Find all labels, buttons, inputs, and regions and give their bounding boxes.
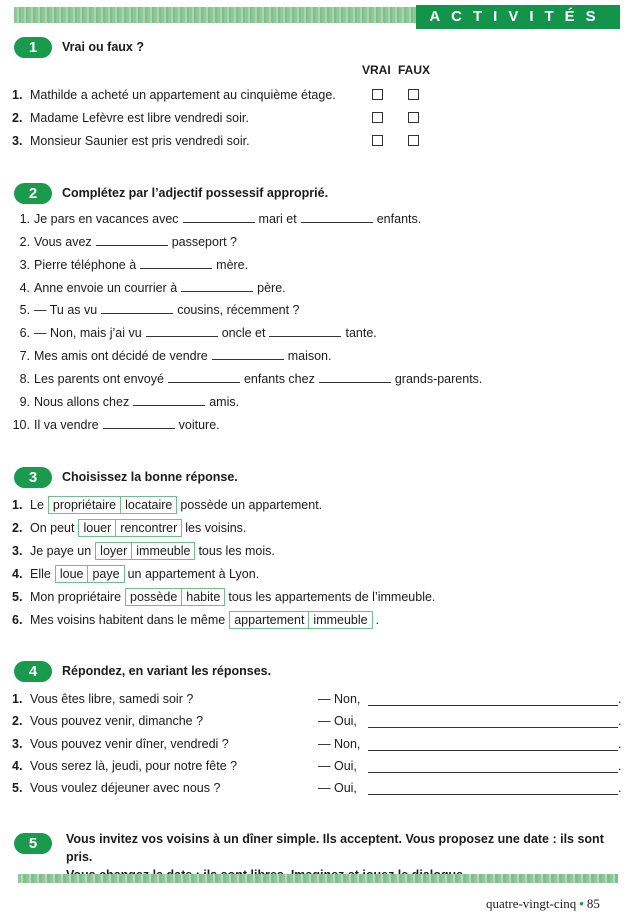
faux-checkbox[interactable] (408, 135, 419, 146)
fill-blank-item: 9. Nous allons chez amis. (19, 395, 240, 409)
choice-option[interactable]: loue (55, 565, 89, 583)
activites-banner: ACTIVITÉS (416, 5, 620, 29)
blank[interactable] (140, 267, 212, 269)
section-1-badge: 1 (14, 37, 52, 58)
answer-line[interactable] (368, 793, 618, 795)
faux-checkbox[interactable] (408, 112, 419, 123)
fill-blank-item: 5. — Tu as vu cousins, récemment ? (19, 303, 300, 317)
section-1-title: Vrai ou faux ? (62, 40, 144, 54)
blank[interactable] (133, 404, 205, 406)
choice-item: 2. On peut louer rencontrer les voisins. (12, 521, 247, 535)
section-5-badge: 5 (14, 833, 52, 854)
choice-option[interactable]: rencontrer (115, 519, 182, 537)
fill-blank-item: 6. — Non, mais j’ai vu oncle et tante. (19, 326, 377, 340)
blank[interactable] (96, 244, 168, 246)
page-number: 85 (586, 896, 600, 911)
choice-option[interactable]: locataire (120, 496, 177, 514)
answer-item: 3. Vous pouvez venir dîner, vendredi ? — Non, . (12, 737, 622, 751)
fill-blank-item: 7. Mes amis ont décidé de vendre maison. (19, 349, 332, 363)
section-4-badge: 4 (14, 661, 52, 682)
choice-option[interactable]: immeuble (131, 542, 195, 560)
fill-blank-item: 2. Vous avez passeport ? (19, 235, 238, 249)
choice-option[interactable]: appartement (229, 611, 309, 629)
blank[interactable] (101, 312, 173, 314)
faux-checkbox[interactable] (408, 89, 419, 100)
choice-option[interactable]: propriétaire (48, 496, 121, 514)
fill-blank-item: 4. Anne envoie un courrier à père. (19, 281, 286, 295)
answer-item: 2. Vous pouvez venir, dimanche ? — Oui, . (12, 714, 622, 728)
page-footer (486, 896, 600, 912)
fill-blank-item: 1. Je pars en vacances avec mari et enfants. (19, 212, 422, 226)
choice-item: 3. Je paye un loyer immeuble tous les mois. (12, 544, 275, 558)
answer-item: 4. Vous serez là, jeudi, pour notre fête ? — Oui, . (12, 759, 622, 773)
choice-item: 4. Elle loue paye un appartement à Lyon. (12, 567, 260, 581)
blank[interactable] (183, 221, 255, 223)
bullet-icon: • (579, 896, 584, 911)
choice-item: 5. Mon propriétaire possède habite tous les appartements de l’immeuble. (12, 590, 436, 604)
vrai-checkbox[interactable] (372, 112, 383, 123)
blank[interactable] (146, 335, 218, 337)
section-2-title: Complétez par l’adjectif possessif approprié. (62, 186, 329, 200)
column-faux: FAUX (398, 63, 431, 77)
choice-option[interactable]: immeuble (308, 611, 372, 629)
answer-line[interactable] (368, 704, 618, 706)
answer-item: 5. Vous voulez déjeuner avec nous ? — Oui, . (12, 781, 622, 795)
header-decorative-bar (14, 7, 416, 23)
truefalse-item: 1. Mathilde a acheté un appartement au cinquième étage. (12, 88, 336, 102)
vrai-checkbox[interactable] (372, 135, 383, 146)
answer-line[interactable] (368, 726, 618, 728)
column-vrai: VRAI (362, 63, 391, 77)
section-4-title: Répondez, en variant les réponses. (62, 664, 272, 678)
choice-option[interactable]: possède (125, 588, 182, 606)
fill-blank-item: 3. Pierre téléphone à mère. (19, 258, 249, 272)
blank[interactable] (103, 427, 175, 429)
footer-decorative-bar (18, 874, 618, 883)
blank[interactable] (181, 290, 253, 292)
blank[interactable] (212, 358, 284, 360)
truefalse-item: 2. Madame Lefèvre est libre vendredi soir. (12, 111, 249, 125)
choice-option[interactable]: paye (87, 565, 124, 583)
answer-item: 1. Vous êtes libre, samedi soir ? — Non, . (12, 692, 622, 706)
blank[interactable] (301, 221, 373, 223)
answer-line[interactable] (368, 771, 618, 773)
choice-item: 6. Mes voisins habitent dans le même appartement immeuble . (12, 613, 380, 627)
section-2-badge: 2 (14, 183, 52, 204)
page-number-words: quatre-vingt-cinq (486, 896, 577, 911)
choice-option[interactable]: louer (78, 519, 116, 537)
blank[interactable] (269, 335, 341, 337)
vrai-checkbox[interactable] (372, 89, 383, 100)
choice-option[interactable]: loyer (95, 542, 132, 560)
blank[interactable] (168, 381, 240, 383)
truefalse-item: 3. Monsieur Saunier est pris vendredi soir. (12, 134, 250, 148)
section-5-line-1: Vous invitez vos voisins à un dîner simple. Ils acceptent. Vous proposez une date : ils sont pris. (66, 832, 604, 864)
answer-line[interactable] (368, 749, 618, 751)
fill-blank-item: 10. Il va vendre voiture. (12, 418, 220, 432)
blank[interactable] (319, 381, 391, 383)
section-3-badge: 3 (14, 467, 52, 488)
choice-option[interactable]: habite (181, 588, 225, 606)
fill-blank-item: 8. Les parents ont envoyé enfants chez grands-parents. (19, 372, 483, 386)
choice-item: 1. Le propriétaire locataire possède un appartement. (12, 498, 323, 512)
section-3-title: Choisissez la bonne réponse. (62, 470, 238, 484)
